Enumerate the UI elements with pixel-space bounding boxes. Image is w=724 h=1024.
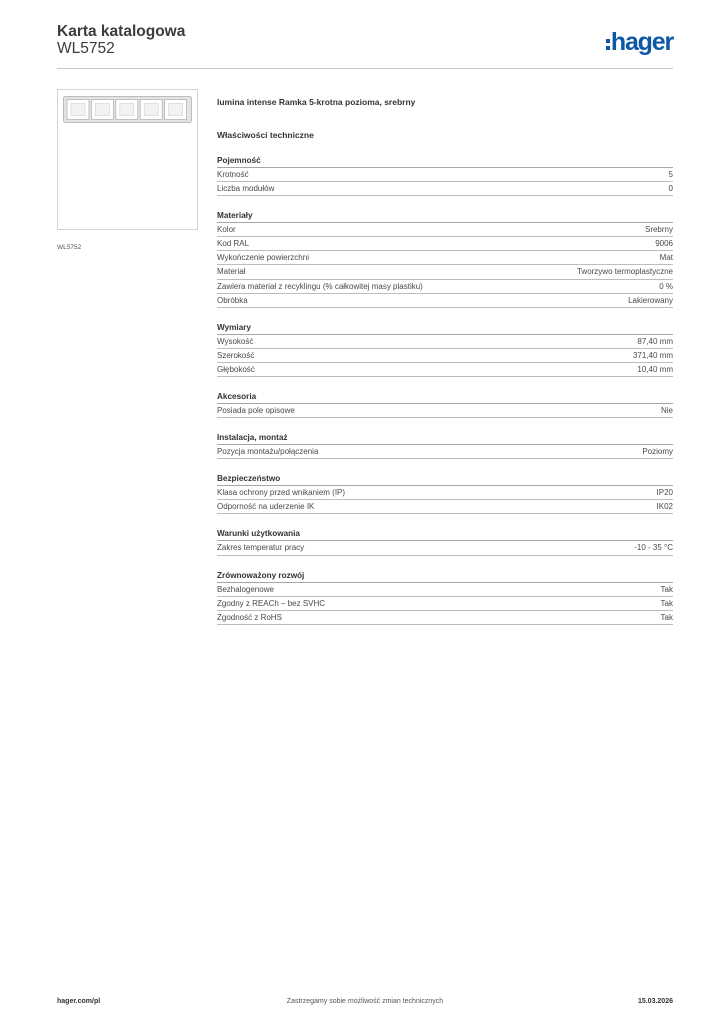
spec-label: Szerokość [217,350,255,360]
spec-row [217,445,673,459]
document-code: WL5752 [57,40,115,57]
footer-note: Zastrzegamy sobie możliwość zmian technicznych [286,998,444,1005]
spec-label: Pozycja montażu/połączenia [217,447,319,457]
spec-section [217,210,673,308]
spec-row [217,182,673,196]
spec-row [217,486,673,500]
spec-row [217,294,673,308]
spec-row [217,237,673,251]
spec-row [217,349,673,363]
page-footer [57,998,673,1010]
spec-label: Kod RAL [217,239,250,249]
spec-label: Zgodność z RoHS [217,612,282,622]
spec-value: 9006 [655,239,673,249]
spec-row [217,265,673,279]
spec-value: IK02 [656,502,673,512]
spec-row [217,500,673,514]
spec-label: Zakres temperatur pracy [217,543,305,553]
technical-properties-heading: Właściwości techniczne [217,130,314,140]
spec-row [217,251,673,265]
spec-row [217,280,673,294]
document-title: Karta katalogowa [57,23,186,40]
spec-row [217,583,673,597]
spec-value: Tak [660,584,673,594]
logo-dots-icon [606,38,610,52]
spec-section [217,155,673,196]
spec-label: Odporność na uderzenie IK [217,502,315,512]
spec-section [217,570,673,625]
spec-value: Srebrny [644,225,673,235]
section-title: Akcesoria [217,391,673,404]
spec-value: Poziomy [642,447,673,457]
spec-label: Zgodny z REACh – bez SVHC [217,598,326,608]
spec-row [217,404,673,418]
spec-row [217,223,673,237]
spec-value: 87,40 mm [637,336,673,346]
spec-value: Nie [660,406,673,416]
section-title: Instalacja, montaż [217,432,673,445]
spec-section [217,432,673,459]
spec-label: Głębokość [217,364,255,374]
spec-label: Bezhalogenowe [217,584,274,594]
image-caption: WL5752 [57,244,82,251]
spec-row [217,363,673,377]
spec-row [217,335,673,349]
section-title: Materiały [217,210,673,223]
spec-label: Klasa ochrony przed wnikaniem (IP) [217,488,346,498]
section-title: Warunki użytkowania [217,528,673,541]
section-title: Zrównoważony rozwój [217,570,673,583]
spec-value: Tak [660,612,673,622]
spec-label: Krotność [217,170,249,179]
spec-row [217,597,673,611]
spec-section [217,391,673,418]
spec-label: Posiada pole opisowe [217,406,295,416]
spec-value: Lakierowany [628,295,673,305]
spec-label: Materiał [217,267,246,277]
page-header [57,20,673,69]
spec-label: Kolor [217,225,236,235]
section-title: Bezpieczeństwo [217,473,673,486]
spec-row [217,168,673,182]
product-name: lumina intense Ramka 5-krotna pozioma, srebrny [217,97,416,107]
logo-text: hager [610,27,673,56]
spec-section [217,473,673,514]
spec-label: Obróbka [217,295,248,305]
spec-section [217,528,673,555]
spec-label: Zawiera materiał z recyklingu (% całkowitej masy plastiku) [217,281,423,291]
spec-value: Tak [660,598,673,608]
spec-label: Liczba modułów [217,184,275,194]
five-gang-frame-icon [63,96,192,123]
spec-value: Mat [659,253,673,263]
product-image [57,89,198,230]
section-title: Wymiary [217,322,673,335]
spec-sections [217,155,673,625]
spec-value: IP20 [656,488,673,498]
spec-value: 371,40 mm [632,350,673,360]
footer-date: 15.03.2026 [637,998,673,1005]
spec-value: Tworzywo termoplastyczne [576,267,673,277]
spec-value: 10,40 mm [637,364,673,374]
spec-value: 0 [668,184,673,194]
spec-value: 0 % [659,281,673,291]
spec-value: 5 [668,170,673,179]
spec-row [217,541,673,555]
spec-content [217,96,673,625]
spec-label: Wysokość [217,336,254,346]
spec-row [217,611,673,625]
section-title: Pojemność [217,155,673,168]
spec-value: -10 - 35 °C [634,543,673,553]
hager-logo[interactable] [606,27,673,57]
spec-label: Wykończenie powierzchni [217,253,309,263]
spec-section [217,322,673,377]
footer-website-link[interactable]: hager.com/pl [57,998,101,1005]
